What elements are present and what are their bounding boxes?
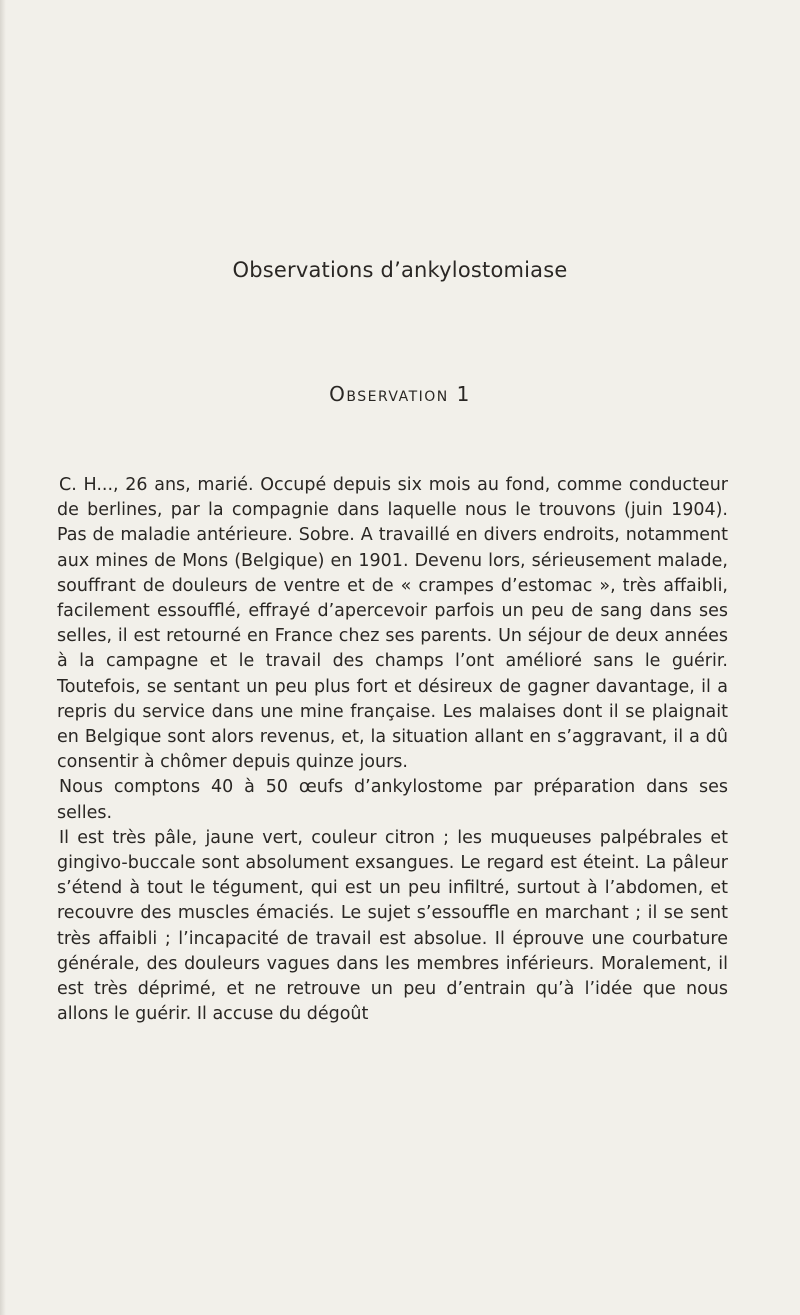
- page-edge-shadow: [0, 0, 6, 1315]
- page-title: Observations d’ankylostomiase: [232, 258, 568, 282]
- observation-heading: Observation 1: [329, 382, 471, 406]
- observation-body: [57, 473, 728, 1027]
- paragraph-eggs-count: Nous comptons 40 à 50 œufs d’ankylostome par préparation dans ses selles.: [57, 777, 728, 823]
- paragraph-history: C. H..., 26 ans, marié. Occupé depuis six mois au fond, comme conducteur de berlines, par la compagnie dans laquelle nous le trouvons (juin 1904). Pas de maladie antérieure. Sobre. A travaillé en divers endroits, notamment aux mines de Mons (Belgique) en 1901. Devenu lors, sérieusement malade, souffrant de douleurs de ventre et de « crampes d’estomac », très affaibli, facilement essoufflé, effrayé d’apercevoir parfois un peu de sang dans ses selles, il est retourné en France chez ses parents. Un séjour de deux années à la campagne et le travail des champs l’ont amélioré sans le guérir. Toutefois, se sentant un peu plus fort et désireux de gagner davantage, il a repris du service dans une mine française. Les malaises dont il se plaignait en Belgique sont alors revenus, et, la situation allant en s’aggravant, il a dû consentir à chômer depuis quinze jours.: [57, 475, 728, 773]
- paragraph-symptoms: Il est très pâle, jaune vert, couleur citron ; les muqueuses palpébrales et gingivo-buccale sont absolument exsangues. Le regard est éteint. La pâleur s’étend à tout le tégument, qui est un peu infiltré, surtout à l’abdomen, et recouvre des muscles émaciés. Le sujet s’essouffle en marchant ; il se sent très affaibli ; l’incapacité de travail est absolue. Il éprouve une courbature générale, des douleurs vagues dans les membres inférieurs. Moralement, il est très déprimé, et ne retrouve un peu d’entrain qu’à l’idée que nous allons le guérir. Il accuse du dégoût: [57, 827, 728, 1025]
